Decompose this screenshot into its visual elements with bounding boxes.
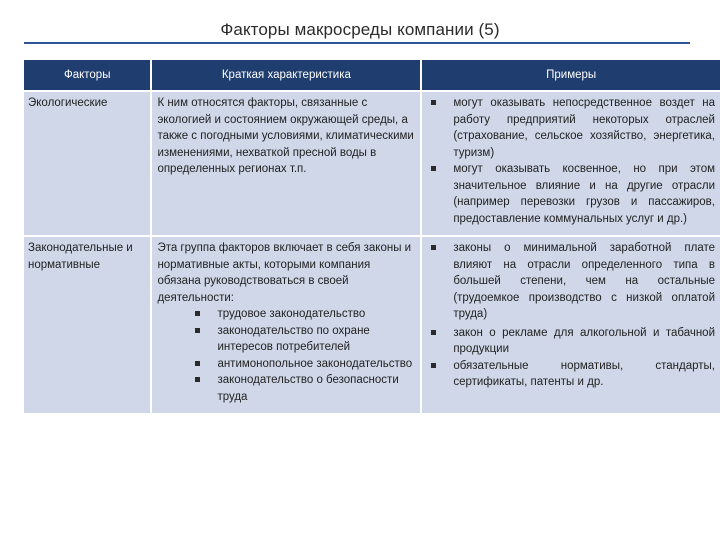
- legislation-item: антимонопольное законодательство: [157, 356, 415, 373]
- macro-factors-table: [22, 58, 720, 415]
- header-factors: Факторы: [24, 60, 150, 90]
- legislation-item: трудовое законодательство: [157, 306, 415, 323]
- title-underline: [24, 42, 690, 44]
- table-header-row: [24, 60, 720, 90]
- example-item: закон о рекламе для алкогольной и табачной продукции: [427, 325, 715, 358]
- legislation-list: [157, 306, 415, 405]
- examples-list: [427, 240, 715, 391]
- factor-cell: Экологические: [24, 92, 150, 235]
- example-item: могут оказывать непосредственное воздет на работу предприятий некоторых отраслей (страхование, сельское хозяйство, энергетика, туризм): [427, 95, 715, 161]
- description-cell: [152, 92, 420, 235]
- header-examples: Примеры: [422, 60, 720, 90]
- examples-cell: [422, 92, 720, 235]
- description-text: К ним относятся факторы, связанные с экологией и состоянием окружающей среды, а также с погодными условиями, климатическими изменениями, нехваткой пресной воды в определенных регионах т.п.: [157, 97, 414, 175]
- header-description: Краткая характеристика: [152, 60, 420, 90]
- table-row: [24, 92, 720, 235]
- description-text: Эта группа факторов включает в себя законы и нормативные акты, которыми компания обязана руководствоваться в своей деятельности:: [157, 242, 412, 304]
- legislation-item: законодательство по охране интересов потребителей: [157, 323, 415, 356]
- description-cell: [152, 237, 420, 413]
- example-item: обязательные нормативы, стандарты, сертификаты, патенты и др.: [427, 358, 715, 391]
- factor-cell: Законодательные и нормативные: [24, 237, 150, 413]
- table-row: [24, 237, 720, 413]
- examples-cell: [422, 237, 720, 413]
- examples-list: [427, 95, 715, 227]
- legislation-item: законодательство о безопасности труда: [157, 372, 415, 405]
- slide-title: Факторы макросреды компании (5): [220, 20, 500, 39]
- example-item: могут оказывать косвенное, но при этом значительное влияние и на другие отрасли (например перевозки грузов и пассажиров, предоставление коммунальных услуг и др.): [427, 161, 715, 227]
- example-item: законы о минимальной заработной плате влияют на отрасли определенного типа в большей степени, чем на остальные (трудоемкое производство с низкой оплатой труда): [427, 240, 715, 323]
